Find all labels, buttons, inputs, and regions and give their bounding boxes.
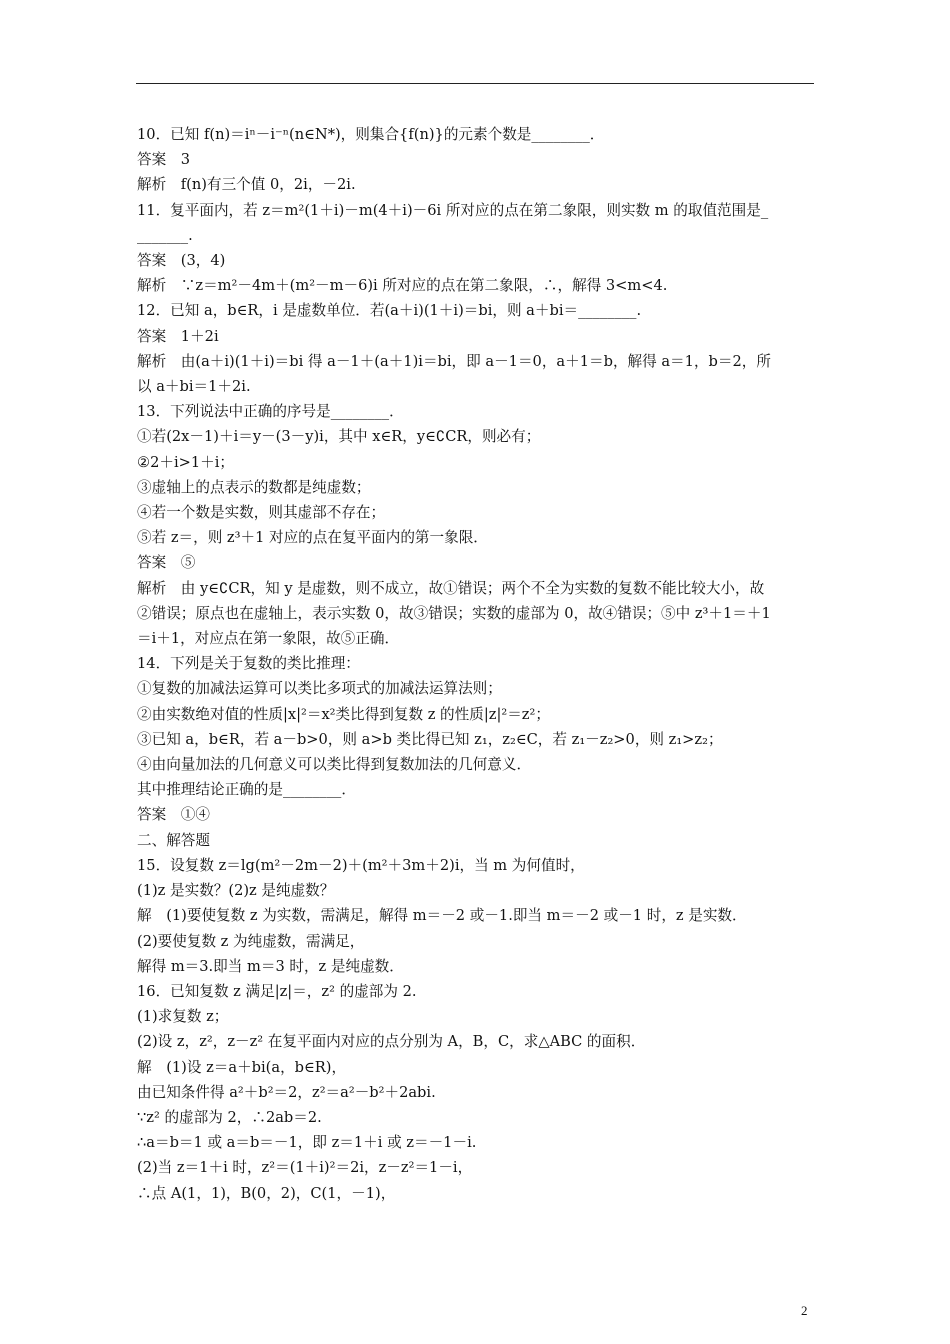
q15-solution-2-cont: 解得 m＝3.即当 m＝3 时，z 是纯虚数． bbox=[137, 957, 404, 975]
q10-analysis: 解析 f(n)有三个值 0，2i，－2i. bbox=[137, 176, 356, 194]
q10-answer: 答案 3 bbox=[137, 151, 191, 169]
q14-option-3: ③已知 a，b∈R，若 a－b>0，则 a>b 类比得已知 z₁，z₂∈C，若 z₁－z₂>0，则 z₁>z₂； bbox=[137, 730, 723, 748]
q15-solution-1: 解 (1)要使复数 z 为实数，需满足，解得 m＝－2 或－1.即当 m＝－2 或－1 时，z 是实数． bbox=[137, 907, 747, 925]
q16-part-2: (2)设 z，z²，z－z² 在复平面内对应的点分别为 A，B，C，求△ABC 的面积． bbox=[137, 1033, 646, 1051]
q15-question: 15．设复数 z＝lg(m²－2m－2)＋(m²＋3m＋2)i，当 m 为何值时， bbox=[137, 856, 585, 874]
q11-analysis: 解析 ∵z＝m²－4m＋(m²－m－6)i 所对应的点在第二象限，∴，解得 3<m<4. bbox=[137, 277, 668, 295]
q13-option-5: ⑤若 z＝，则 z³＋1 对应的点在复平面内的第一象限． bbox=[137, 529, 488, 547]
q14-option-4: ④由向量加法的几何意义可以类比得到复数加法的几何意义． bbox=[137, 756, 532, 774]
q14-option-1: ①复数的加减法运算可以类比多项式的加减法运算法则； bbox=[137, 680, 502, 698]
q12-question: 12．已知 a，b∈R，i 是虚数单位．若(a＋i)(1＋i)＝bi，则 a＋bi＝________. bbox=[137, 302, 642, 320]
q11-question-cont: _______. bbox=[137, 226, 193, 244]
q16-solution-line: ∵z² 的虚部为 2，∴2ab＝2. bbox=[137, 1108, 322, 1126]
q13-option-4: ④若一个数是实数，则其虚部不存在； bbox=[137, 504, 386, 522]
q13-analysis: 解析 由 y∈∁CR，知 y 是虚数，则不成立，故①错误；两个不全为实数的复数不能比较大小，故 bbox=[137, 579, 765, 597]
q16-solution-line: 由已知条件得 a²＋b²＝2，z²＝a²－b²＋2abi. bbox=[137, 1083, 436, 1101]
q10-question: 10．已知 f(n)＝iⁿ－i⁻ⁿ(n∈N*)，则集合{f(n)}的元素个数是________． bbox=[137, 126, 605, 143]
q16-solution-line: 解 (1)设 z＝a＋bi(a，b∈R)， bbox=[137, 1058, 347, 1076]
q16-solution-line: ∴a＝b＝1 或 a＝b＝－1，即 z＝1＋i 或 z＝－1－i. bbox=[137, 1134, 477, 1152]
q12-analysis-cont: 以 a＋bi＝1＋2i. bbox=[137, 378, 251, 396]
q12-answer: 答案 1＋2i bbox=[137, 327, 219, 345]
q13-option-1: ①若(2x－1)＋i＝y－(3－y)i，其中 x∈R，y∈∁CR，则必有； bbox=[137, 428, 541, 446]
section-heading: 二、解答题 bbox=[137, 831, 210, 849]
q14-question: 14．下列是关于复数的类比推理： bbox=[137, 655, 360, 673]
q13-question: 13．下列说法中正确的序号是________． bbox=[137, 403, 404, 421]
q13-analysis-cont: ②错误；原点也在虚轴上，表示实数 0，故③错误；实数的虚部为 0，故④错误；⑤中 z³＋1＝＋1 bbox=[137, 604, 771, 622]
q12-analysis: 解析 由(a＋i)(1＋i)＝bi 得 a－1＋(a＋1)i＝bi，即 a－1＝0，a＋1＝b，解得 a＝1，b＝2，所 bbox=[137, 352, 771, 370]
q14-answer: 答案 ①④ bbox=[137, 806, 210, 824]
q14-prompt: 其中推理结论正确的是________． bbox=[137, 781, 356, 799]
q16-solution-line: ∴点 A(1，1)，B(0，2)，C(1，－1)， bbox=[137, 1184, 396, 1202]
header-rule bbox=[136, 83, 814, 84]
page-number: 2 bbox=[801, 1303, 808, 1318]
q13-option-3: ③虚轴上的点表示的数都是纯虚数； bbox=[137, 478, 371, 496]
q11-answer: 答案 (3，4) bbox=[137, 252, 226, 270]
q11-question: 11．复平面内，若 z＝m²(1＋i)－m(4＋i)－6i 所对应的点在第二象限，则实数 m 的取值范围是_ bbox=[137, 201, 769, 219]
q14-option-2: ②由实数绝对值的性质|x|²＝x²类比得到复数 z 的性质|z|²＝z²； bbox=[137, 705, 550, 723]
q13-option-2: ②2＋i>1＋i； bbox=[137, 453, 234, 471]
q16-solution-line: (2)当 z＝1＋i 时，z²＝(1＋i)²＝2i，z－z²＝1－i， bbox=[137, 1159, 473, 1177]
document-body bbox=[137, 122, 815, 1206]
q16-part-1: (1)求复数 z； bbox=[137, 1008, 229, 1026]
q15-solution-2: (2)要使复数 z 为纯虚数，需满足， bbox=[137, 932, 365, 950]
q16-question: 16．已知复数 z 满足|z|＝，z² 的虚部为 2. bbox=[137, 982, 417, 1000]
q13-analysis-cont: ＝i＋1，对应点在第一象限，故⑤正确． bbox=[137, 630, 400, 648]
q13-answer: 答案 ⑤ bbox=[137, 554, 196, 572]
q15-subquestions: (1)z 是实数？(2)z 是纯虚数？ bbox=[137, 882, 335, 900]
